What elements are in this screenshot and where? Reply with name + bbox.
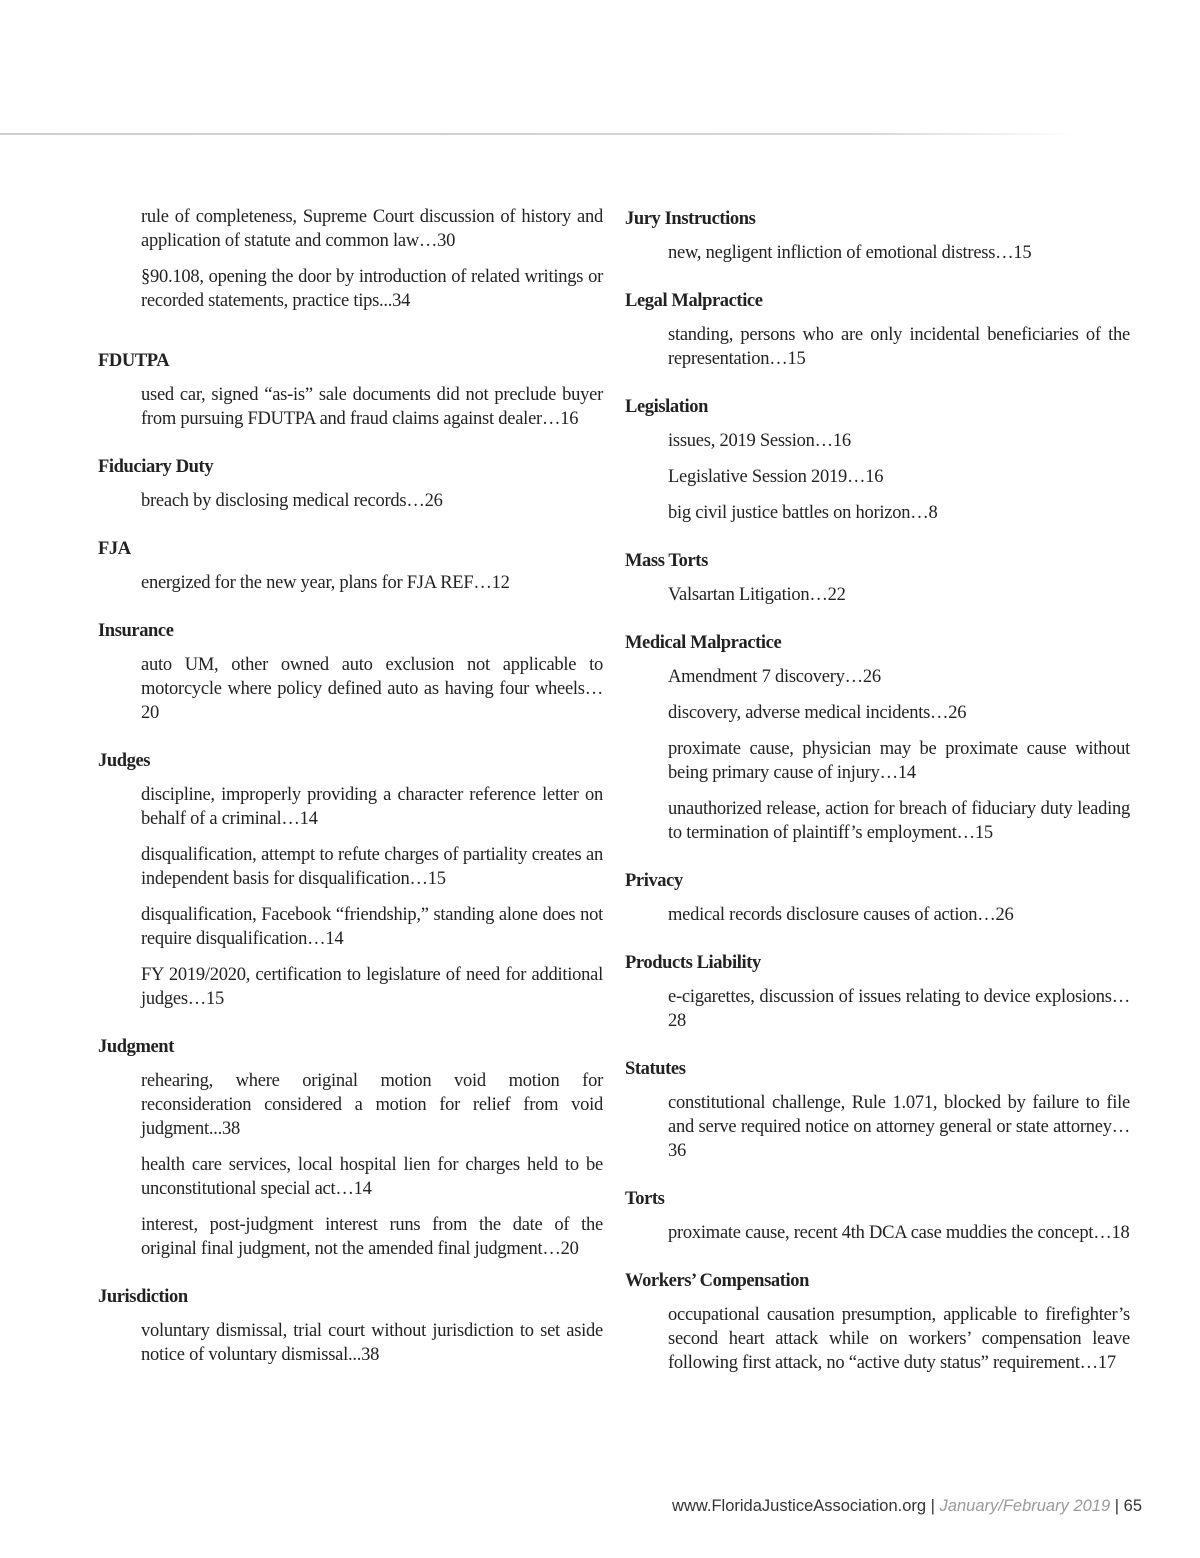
index-section (625, 1055, 1130, 1163)
index-entry: health care services, local hospital lien for charges held to be unconstitutional special act…14 (141, 1155, 603, 1199)
index-section (625, 949, 1130, 1033)
index-entry: new, negligent infliction of emotional distress…15 (668, 243, 1032, 263)
index-entry: occupational causation presumption, applicable to firefighter’s second heart attack while on workers’ compensation leave following first attack, no “active duty status” requirement…17 (668, 1305, 1130, 1373)
index-entry: Legislative Session 2019…16 (668, 467, 884, 487)
right-column (625, 205, 1130, 1397)
index-entry: proximate cause, recent 4th DCA case muddies the concept…18 (668, 1223, 1130, 1243)
index-entry: issues, 2019 Session…16 (668, 431, 851, 451)
index-entry: auto UM, other owned auto exclusion not applicable to motorcycle where policy defined auto as having four wheels…20 (141, 655, 603, 723)
index-heading: Products Liability (625, 953, 761, 973)
index-entry: rule of completeness, Supreme Court discussion of history and application of statute and common law…30 (141, 207, 603, 251)
index-entry: disqualification, attempt to refute charges of partiality creates an independent basis for disqualification…15 (141, 845, 603, 889)
index-entry: discipline, improperly providing a character reference letter on behalf of a criminal…14 (141, 785, 603, 829)
index-entry: used car, signed “as-is” sale documents did not preclude buyer from pursuing FDUTPA and fraud claims against dealer…16 (141, 385, 603, 429)
footer-page-number: 65 (1123, 1497, 1142, 1515)
index-heading: Statutes (625, 1059, 686, 1079)
footer-website[interactable]: www.FloridaJusticeAssociation.org (672, 1497, 927, 1515)
index-section (625, 1267, 1130, 1375)
index-section (625, 393, 1130, 525)
index-section (625, 867, 1130, 927)
index-entry: breach by disclosing medical records…26 (141, 491, 443, 511)
index-section (98, 747, 603, 1011)
index-section (98, 347, 603, 431)
index-heading: Torts (625, 1189, 665, 1209)
index-heading: Privacy (625, 871, 683, 891)
index-entry: proximate cause, physician may be proximate cause without being primary cause of injury…14 (668, 739, 1130, 783)
index-heading: Jury Instructions (625, 209, 756, 229)
index-section (625, 547, 1130, 607)
index-heading: Judges (98, 751, 151, 771)
left-column (98, 205, 603, 1389)
index-entry: standing, persons who are only incidental beneficiaries of the representation…15 (668, 325, 1130, 369)
index-heading: Medical Malpractice (625, 633, 782, 653)
index-entry: energized for the new year, plans for FJA REF…12 (141, 573, 510, 593)
index-section (625, 629, 1130, 845)
index-entry: interest, post-judgment interest runs from the date of the original final judgment, not the amended final judgment…20 (141, 1215, 603, 1259)
index-heading: FDUTPA (98, 351, 170, 371)
index-heading: FJA (98, 539, 131, 559)
footer-issue: January/February 2019 (939, 1497, 1111, 1515)
index-entry: voluntary dismissal, trial court without jurisdiction to set aside notice of voluntary dismissal...38 (141, 1321, 603, 1365)
index-heading: Legal Malpractice (625, 291, 763, 311)
index-section (98, 617, 603, 725)
index-heading: Insurance (98, 621, 174, 641)
index-section (98, 535, 603, 595)
index-entry: Amendment 7 discovery…26 (668, 667, 881, 687)
index-entry: unauthorized release, action for breach of fiduciary duty leading to termination of plaintiff’s employment…15 (668, 799, 1130, 843)
index-entry: Valsartan Litigation…22 (668, 585, 846, 605)
index-heading: Workers’ Compensation (625, 1271, 809, 1291)
index-entry: constitutional challenge, Rule 1.071, blocked by failure to file and serve required notice on attorney general or state attorney…36 (668, 1093, 1130, 1161)
index-heading: Jurisdiction (98, 1287, 188, 1307)
index-entry: FY 2019/2020, certification to legislature of need for additional judges…15 (141, 965, 603, 1009)
index-heading: Legislation (625, 397, 708, 417)
index-section (98, 1033, 603, 1261)
footer-separator: | (930, 1497, 935, 1515)
page-footer (672, 1497, 1142, 1516)
index-entry: disqualification, Facebook “friendship,” standing alone does not require disqualification…14 (141, 905, 603, 949)
index-section (625, 1185, 1130, 1245)
index-heading: Mass Torts (625, 551, 708, 571)
index-entry: big civil justice battles on horizon…8 (668, 503, 938, 523)
top-rule (0, 133, 1080, 135)
index-heading: Fiduciary Duty (98, 457, 214, 477)
index-heading: Judgment (98, 1037, 174, 1057)
footer-separator: | (1114, 1497, 1120, 1515)
index-entry: §90.108, opening the door by introduction of related writings or recorded statements, practice tips...34 (141, 267, 603, 311)
index-section (98, 1283, 603, 1367)
index-entry: e-cigarettes, discussion of issues relating to device explosions…28 (668, 987, 1130, 1031)
index-section (625, 287, 1130, 371)
index-section (98, 453, 603, 513)
index-entry: medical records disclosure causes of action…26 (668, 905, 1014, 925)
index-section (625, 205, 1130, 265)
index-entry: rehearing, where original motion void motion for reconsideration considered a motion for relief from void judgment...38 (141, 1071, 603, 1139)
index-entry: discovery, adverse medical incidents…26 (668, 703, 967, 723)
